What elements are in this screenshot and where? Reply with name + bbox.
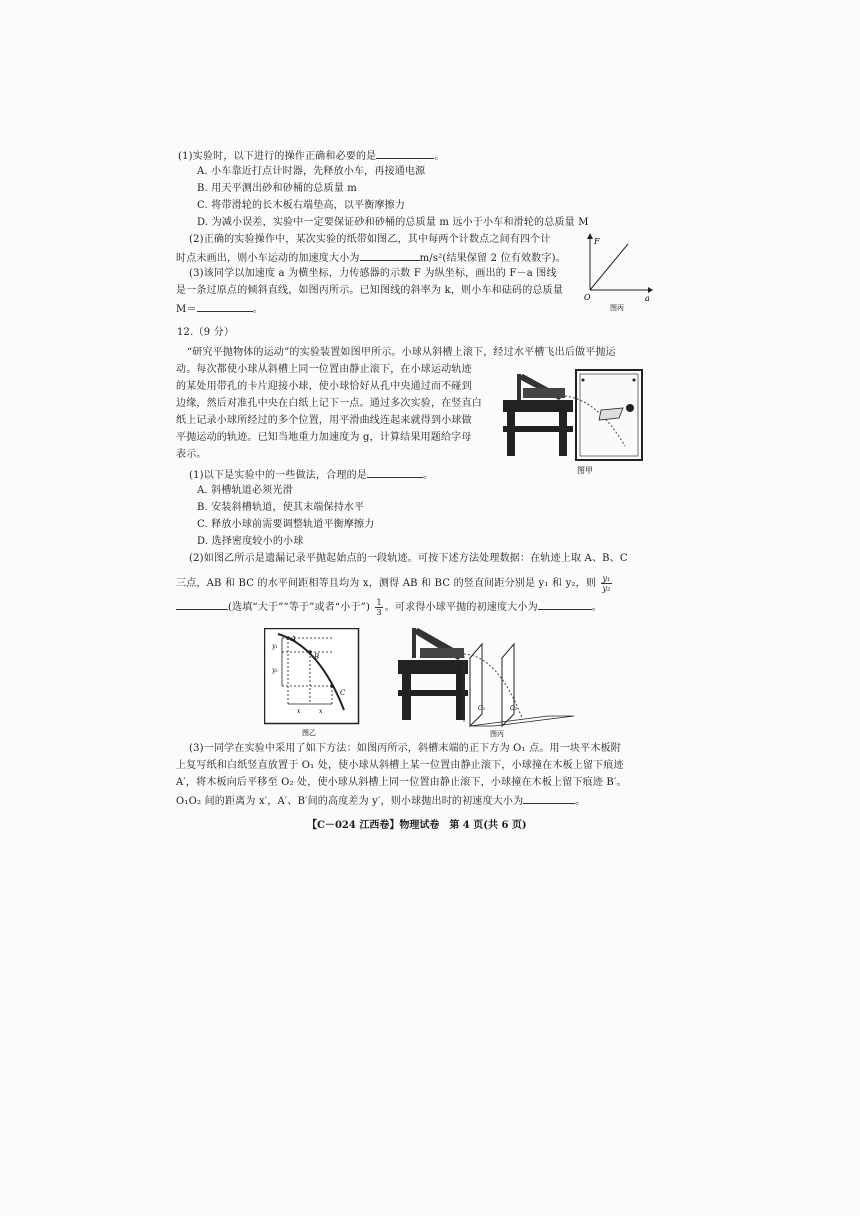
a-axis-label: a — [645, 294, 650, 303]
fa-line — [590, 244, 628, 290]
graph-caption: 图丙 — [610, 304, 624, 312]
q12-part1: (1)以下是实验中的一些做法，合理的是 。 — [189, 467, 433, 483]
f-a-graph — [582, 232, 654, 312]
q12-intro-line5: 纸上记录小球所经过的多个位置，用平滑曲线连起来就得到小球做 — [176, 415, 472, 426]
q12-part3-line1: (3)一同学在实验中采用了如下方法：如图丙所示，斜槽末端的正下方为 O₁ 点。用一块平木板附 — [189, 743, 621, 754]
q12-intro-line1: “研究平抛物体的运动”的实验装置如图甲所示。小球从斜槽上滚下，经过水平槽飞出后做平抛运 — [187, 347, 616, 358]
q11-part2-line2: 时点未画出，则小车运动的加速度大小为 m/s²(结果保留 2 位有效数字)。 — [176, 250, 566, 266]
o2-label: O₂ — [510, 705, 518, 712]
f-axis-label: F — [594, 237, 600, 246]
origin-label: O — [584, 293, 591, 302]
q11-option-b: B. 用天平测出砂和砂桶的总质量 m — [197, 183, 357, 194]
q11-option-a: A. 小车靠近打点计时器，先释放小车，再接通电源 — [197, 166, 426, 177]
page-footer: 【C－024 江西卷】物理试卷 第 4 页(共 6 页) — [307, 820, 527, 831]
q11-option-c: C. 将带滑轮的长木板右端垫高，以平衡摩擦力 — [197, 200, 406, 211]
point-a-label: A — [291, 635, 297, 643]
q11-part3-line1: (3)该同学以加速度 a 为横坐标，力传感器的示数 F 为纵坐标，画出的 F－a 图线 — [189, 268, 557, 279]
x1-label: x — [297, 708, 301, 715]
figure-bing-caption: 图丙 — [490, 730, 504, 738]
q11-part3-line2: 是一条过原点的倾斜直线，如图丙所示。已知图线的斜率为 k，则小车和砝码的总质量 — [176, 285, 564, 296]
q12-part3-line4: O₁O₂ 间的距离为 x′，A′、B′间的高度差为 y′，则小球抛出时的初速度大小为 。 — [176, 793, 586, 809]
q12-intro-line7: 表示。 — [176, 449, 207, 460]
answer-blank[interactable] — [538, 599, 592, 610]
q12-intro-line2: 动。每次都使小球从斜槽上同一位置由静止滚下，在小球运动轨迹 — [176, 364, 472, 375]
figure-yi-caption: 图乙 — [302, 729, 316, 737]
q12-part3-line2: 上复写纸和白纸竖直放置于 O₁ 处，使小球从斜槽上某一位置由静止滚下，小球撞在木板上留下痕迹 — [176, 760, 624, 771]
q12-option-a: A. 斜槽轨道必须光滑 — [197, 485, 293, 496]
q12-option-b: B. 安装斜槽轨道，使其末端保持水平 — [197, 502, 365, 513]
q12-part2-line3: (选填“大于”“等于”或者“小于”) $\frac{1}{3}$ 。可求得小球平抛的初速度大小为 。 — [176, 598, 602, 617]
answer-blank[interactable] — [176, 599, 228, 610]
y2-label: y₂ — [272, 667, 278, 674]
fraction-y1-y2: $\frac{\text{y₁}}{\text{y₂}}$ — [602, 574, 611, 593]
q12-intro-line4: 边缘，然后对准孔中央在白纸上记下一点。通过多次实验，在竖直白 — [176, 398, 482, 409]
figure-yi — [264, 628, 360, 738]
q12-intro-line6: 平抛运动的轨迹。已知当地重力加速度为 g，计算结果用题给字母 — [176, 432, 472, 443]
answer-blank[interactable] — [360, 250, 420, 261]
q12-header: 12.（9 分） — [177, 327, 235, 338]
q12-option-d: D. 选择密度较小的小球 — [197, 536, 304, 547]
o1-label: O₁ — [478, 705, 486, 712]
answer-blank[interactable] — [376, 148, 434, 159]
q12-part3-line3: A′，将木板向后平移至 O₂ 处，使小球从斜槽上同一位置由静止滚下，小球撞在木板上留下痕迹 B′。 — [176, 777, 627, 788]
fraction-one-third: $\frac{1}{3}$ — [376, 598, 382, 617]
y1-label: y₁ — [272, 643, 278, 650]
x2-label: x — [319, 708, 323, 715]
q11-part3-line3: M＝ 。 — [176, 301, 263, 317]
answer-blank[interactable] — [523, 793, 575, 804]
point-c-label: C — [340, 689, 346, 697]
q11-option-d: D. 为减小误差，实验中一定要保证砂和砂桶的总质量 m 远小于小车和滑轮的总质量 M — [197, 217, 589, 228]
q12-part2-line2: 三点，AB 和 BC 的水平间距相等且均为 x，测得 AB 和 BC 的竖直间距分别是 y₁ 和 y₂，则 $\frac{\text{y₁}}{\text{y₂}}$ — [176, 574, 611, 593]
q12-intro-line3: 的某处用带孔的卡片迎接小球，使小球恰好从孔中央通过而不碰到 — [176, 381, 472, 392]
point-b-label: B — [314, 653, 320, 661]
answer-blank[interactable] — [197, 301, 253, 312]
q11-part2-line1: (2)正确的实验操作中，某次实验的纸带如图乙，其中每两个计数点之间有四个计 — [189, 234, 551, 245]
q11-part1: (1)实验时，以下进行的操作正确和必要的是 。 — [178, 148, 445, 164]
figure-jia-caption: 图甲 — [577, 466, 593, 475]
figure-bing — [398, 622, 578, 738]
answer-blank[interactable] — [367, 467, 423, 478]
q12-option-c: C. 释放小球前需要调整轨道平衡摩擦力 — [197, 519, 375, 530]
figure-jia — [503, 366, 653, 476]
q12-part2-line1: (2)如图乙所示是遗漏记录平抛起始点的一段轨迹。可按下述方法处理数据：在轨迹上取 A、B、C — [189, 553, 628, 564]
